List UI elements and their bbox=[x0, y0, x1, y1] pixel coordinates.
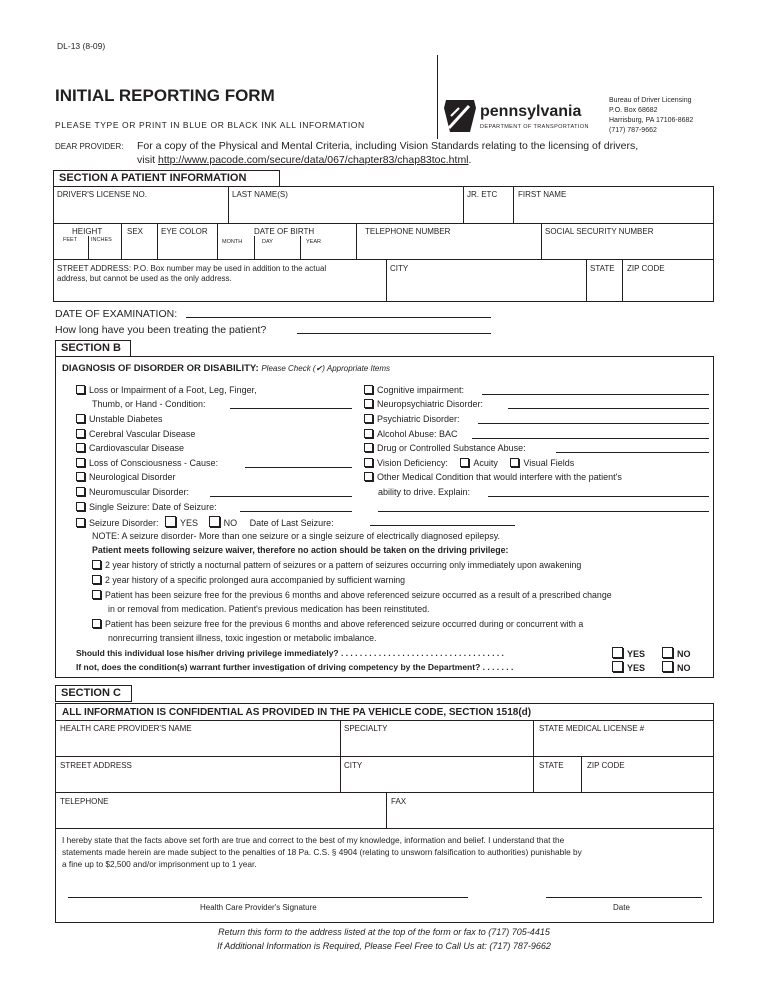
checkbox-item[interactable] bbox=[76, 414, 163, 424]
checkbox-item[interactable] bbox=[76, 458, 218, 468]
footer-call: If Additional Information is Required, Please Feel Free to Call Us at: (717) 787-9662 bbox=[217, 941, 551, 951]
checkbox-item-cont bbox=[378, 487, 470, 497]
waiver-item[interactable] bbox=[92, 560, 581, 570]
seizure-note: NOTE: A seizure disorder- More than one seizure or a single seizure of electrically diagnosed epilepsy. bbox=[92, 531, 501, 541]
last-seizure-field[interactable] bbox=[370, 515, 515, 526]
waiver-label: 2 year history of a specific prolonged aura accompanied by sufficient warning bbox=[105, 575, 406, 585]
waiver-item[interactable] bbox=[92, 575, 405, 585]
last-name-input[interactable] bbox=[232, 205, 458, 219]
signature-label: Health Care Provider's Signature bbox=[200, 903, 317, 912]
checkbox-icon[interactable] bbox=[364, 429, 373, 438]
cause-field[interactable] bbox=[245, 457, 352, 468]
treating-label: How long have you been treating the patient? bbox=[55, 324, 267, 336]
explain-field-2[interactable] bbox=[378, 501, 709, 512]
yes-label: YES bbox=[180, 518, 199, 528]
checkbox-icon[interactable] bbox=[76, 518, 85, 527]
checkbox-icon[interactable] bbox=[364, 458, 373, 467]
certification-text bbox=[62, 834, 582, 870]
license-input[interactable] bbox=[539, 737, 709, 753]
license-label: STATE MEDICAL LICENSE # bbox=[539, 724, 645, 733]
city-label: CITY bbox=[390, 264, 409, 273]
checkbox-item[interactable] bbox=[76, 487, 189, 497]
checkbox-icon[interactable] bbox=[76, 414, 85, 423]
seizure-disorder-row bbox=[76, 516, 334, 528]
specialty-label: SPECIALTY bbox=[344, 724, 388, 733]
street-note-line: address, but cannot be used as the only address. bbox=[57, 274, 232, 283]
checkbox-item[interactable] bbox=[364, 385, 464, 395]
ink-instruction: PLEASE TYPE OR PRINT IN BLUE OR BLACK INK ALL INFORMATION bbox=[55, 120, 365, 130]
no-label: NO bbox=[223, 518, 238, 528]
checkbox-item[interactable] bbox=[364, 472, 622, 482]
checkbox-icon[interactable] bbox=[364, 385, 373, 394]
checkbox-icon[interactable] bbox=[364, 414, 373, 423]
ssn-label: SOCIAL SECURITY NUMBER bbox=[545, 227, 654, 236]
item-label: Neurological Disorder bbox=[89, 472, 176, 482]
checkbox-icon[interactable] bbox=[92, 619, 101, 628]
checkbox-item[interactable] bbox=[76, 443, 184, 453]
height-label: HEIGHT bbox=[72, 227, 103, 236]
checkbox-icon[interactable] bbox=[510, 458, 519, 467]
checkbox-icon[interactable] bbox=[92, 575, 101, 584]
state-label: STATE bbox=[590, 264, 615, 273]
ssn-input[interactable] bbox=[545, 240, 710, 256]
item-label: Other Medical Condition that would interfere with the patient's bbox=[377, 472, 622, 482]
item-label: Alcohol Abuse: BAC bbox=[377, 429, 458, 439]
acuity-label: Acuity bbox=[473, 458, 498, 468]
logo-name: pennsylvania bbox=[480, 103, 582, 120]
dl-number-input[interactable] bbox=[57, 205, 222, 219]
item-label: Cerebral Vascular Disease bbox=[89, 429, 196, 439]
psychiatric-field[interactable] bbox=[478, 413, 709, 424]
checkbox-item[interactable] bbox=[76, 472, 176, 482]
waiver-item[interactable] bbox=[92, 590, 612, 600]
item-label: Single Seizure: Date of Seizure: bbox=[89, 502, 217, 512]
zip-label: ZIP CODE bbox=[627, 264, 665, 273]
checkbox-icon[interactable] bbox=[165, 516, 176, 527]
checkbox-icon[interactable] bbox=[612, 661, 623, 672]
item-label: Vision Deficiency: bbox=[377, 458, 448, 468]
checkbox-icon[interactable] bbox=[612, 647, 623, 658]
check-instruction: Please Check (✔) Appropriate Items bbox=[261, 364, 391, 373]
diagnosis-title: DIAGNOSIS OF DISORDER OR DISABILITY: bbox=[62, 363, 259, 374]
diagnosis-heading bbox=[62, 363, 390, 374]
q2-yes[interactable] bbox=[612, 661, 645, 673]
cert-line: statements made herein are made subject to the penalties of 18 Pa. C.S. § 4904 (relating to unsworn falsification to authorities) punishable by bbox=[62, 847, 582, 857]
logo-subtitle: DEPARTMENT OF TRANSPORTATION bbox=[480, 124, 589, 130]
provider-fax-label: FAX bbox=[391, 797, 407, 806]
checkbox-icon[interactable] bbox=[76, 429, 85, 438]
provider-name-input[interactable] bbox=[60, 737, 335, 753]
checkbox-icon[interactable] bbox=[209, 516, 220, 527]
waiver-heading: Patient meets following seizure waiver, therefore no action should be taken on the driving privilege: bbox=[92, 545, 509, 555]
checkbox-icon[interactable] bbox=[364, 399, 373, 408]
seizure-label: Seizure Disorder: bbox=[89, 518, 159, 528]
item-label: Drug or Controlled Substance Abuse: bbox=[377, 443, 526, 453]
cert-line: a fine up to $2,500 and/or imprisonment up to 1 year. bbox=[62, 859, 257, 869]
year-label: YEAR bbox=[306, 239, 321, 245]
checkbox-item[interactable] bbox=[76, 385, 257, 395]
checkbox-icon[interactable] bbox=[460, 458, 469, 467]
checkbox-icon[interactable] bbox=[662, 661, 673, 672]
date-label: Date bbox=[613, 903, 630, 912]
checkbox-icon[interactable] bbox=[364, 443, 373, 452]
checkbox-icon[interactable] bbox=[76, 458, 85, 467]
cognitive-field[interactable] bbox=[482, 384, 709, 395]
checkbox-item[interactable] bbox=[364, 458, 574, 468]
neuromuscular-field[interactable] bbox=[210, 486, 352, 497]
provider-zip-label: ZIP CODE bbox=[587, 761, 625, 770]
day-label: DAY bbox=[262, 239, 273, 245]
jr-etc-input[interactable] bbox=[467, 205, 509, 219]
checkbox-icon[interactable] bbox=[76, 385, 85, 394]
q2-no[interactable] bbox=[662, 661, 691, 673]
no-label: NO bbox=[677, 663, 691, 673]
provider-state-label: STATE bbox=[539, 761, 564, 770]
item-label: Cognitive impairment: bbox=[377, 385, 465, 395]
checkbox-item-cont bbox=[92, 399, 206, 409]
item-label: Loss of Consciousness - Cause: bbox=[89, 458, 219, 468]
section-c-header: SECTION C bbox=[55, 685, 132, 702]
visual-fields-label: Visual Fields bbox=[523, 458, 575, 468]
form-id: DL-13 (8-09) bbox=[57, 41, 106, 51]
checkbox-icon[interactable] bbox=[92, 590, 101, 599]
lose-privilege-question: Should this individual lose his/her driving privilege immediately? . . . . . . . . . . . . . . . . . . . . . . . . . . . . . . . . . . . bbox=[76, 648, 504, 658]
last-seizure-label: Date of Last Seizure: bbox=[249, 518, 334, 528]
sex-label: SEX bbox=[127, 227, 144, 236]
checkbox-item[interactable] bbox=[364, 443, 526, 453]
footer-return: Return this form to the address listed at the top of the form or fax to (717) 705-4415 bbox=[218, 927, 550, 937]
no-label: NO bbox=[677, 649, 691, 659]
signature-line[interactable] bbox=[68, 885, 468, 898]
provider-street-label: STREET ADDRESS bbox=[60, 761, 132, 770]
item-label: Psychiatric Disorder: bbox=[377, 414, 460, 424]
exam-date-field[interactable] bbox=[186, 306, 491, 318]
explain-field[interactable] bbox=[488, 486, 709, 497]
first-name-input[interactable] bbox=[518, 205, 710, 219]
yes-label: YES bbox=[627, 649, 646, 659]
section-b-header: SECTION B bbox=[55, 340, 131, 357]
street-note-line: STREET ADDRESS: P.O. Box number may be used in addition to the actual bbox=[57, 264, 327, 273]
checkbox-item[interactable] bbox=[364, 414, 460, 424]
bureau-address bbox=[609, 96, 693, 136]
waiver-label: Patient has been seizure free for the previous 6 months and above referenced seizure occurred during or concurrent with a bbox=[105, 619, 584, 629]
item-label: Neuropsychiatric Disorder: bbox=[377, 399, 484, 409]
cert-line: I hereby state that the facts above set forth are true and correct to the best of my knowledge, information and belief. I understand that the bbox=[62, 835, 565, 845]
pacode-link[interactable]: http://www.pacode.com/secure/data/067/chapter83/chap83toc.html bbox=[158, 154, 469, 166]
q1-yes[interactable] bbox=[612, 647, 645, 659]
bac-field[interactable] bbox=[472, 428, 709, 439]
item-label: Cardiovascular Disease bbox=[89, 443, 185, 453]
bureau-line: (717) 787-9662 bbox=[609, 127, 657, 134]
waiver-label: 2 year history of strictly a nocturnal pattern of seizures or a pattern of seizures occurring only immediately upon awakening bbox=[105, 560, 582, 570]
checkbox-item[interactable] bbox=[76, 502, 217, 512]
first-name-label: FIRST NAME bbox=[518, 190, 567, 199]
page-title: INITIAL REPORTING FORM bbox=[55, 86, 275, 105]
dear-provider-label: DEAR PROVIDER: bbox=[55, 142, 124, 151]
eye-color-label: EYE COLOR bbox=[161, 227, 208, 236]
exam-date-label: DATE OF EXAMINATION: bbox=[55, 308, 178, 320]
period: . bbox=[468, 154, 472, 166]
yes-label: YES bbox=[627, 663, 646, 673]
bureau-line: Bureau of Driver Licensing bbox=[609, 97, 692, 104]
q1-no[interactable] bbox=[662, 647, 691, 659]
provider-name-label: HEALTH CARE PROVIDER'S NAME bbox=[60, 724, 192, 733]
bureau-line: P.O. Box 68682 bbox=[609, 107, 658, 114]
neuropsych-field[interactable] bbox=[508, 398, 709, 409]
keystone-logo bbox=[443, 98, 477, 134]
checkbox-icon[interactable] bbox=[92, 560, 101, 569]
checkbox-icon[interactable] bbox=[76, 487, 85, 496]
month-label: MONTH bbox=[222, 239, 243, 245]
dear-provider-line1: For a copy of the Physical and Mental Criteria, including Vision Standards relating to the licensing of drivers, bbox=[137, 140, 639, 152]
checkbox-icon[interactable] bbox=[76, 472, 85, 481]
dear-provider-line2 bbox=[137, 154, 471, 166]
waiver-item-cont: nonrecurring transient illness, toxic ingestion or metabolic imbalance. bbox=[108, 633, 377, 643]
item-label: ability to drive. Explain: bbox=[378, 487, 471, 497]
checkbox-icon[interactable] bbox=[76, 443, 85, 452]
treating-field[interactable] bbox=[297, 322, 491, 334]
checkbox-item[interactable] bbox=[364, 399, 483, 409]
dob-label: DATE OF BIRTH bbox=[254, 227, 315, 236]
section-a-header: SECTION A PATIENT INFORMATION bbox=[53, 170, 280, 187]
provider-telephone-label: TELEPHONE bbox=[60, 797, 109, 806]
bureau-line: Harrisburg, PA 17106-8682 bbox=[609, 117, 694, 124]
waiver-label: Patient has been seizure free for the previous 6 months and above referenced seizure occurred as a result of a prescribed change bbox=[105, 590, 612, 600]
checkbox-icon[interactable] bbox=[76, 502, 85, 511]
item-label: Unstable Diabetes bbox=[89, 414, 163, 424]
feet-label: FEET bbox=[63, 237, 78, 243]
visit-text: visit bbox=[137, 154, 158, 166]
date-line[interactable] bbox=[546, 885, 702, 898]
specialty-input[interactable] bbox=[344, 737, 528, 753]
header-divider bbox=[437, 55, 438, 139]
waiver-item-cont: in or removal from medication. Patient's previous medication has been reinstituted. bbox=[108, 604, 430, 614]
condition-field[interactable] bbox=[230, 398, 352, 409]
substance-field[interactable] bbox=[556, 442, 709, 453]
telephone-input[interactable] bbox=[365, 240, 535, 256]
last-name-label: LAST NAME(S) bbox=[232, 190, 288, 199]
checkbox-item[interactable] bbox=[364, 429, 458, 439]
item-label: Thumb, or Hand - Condition: bbox=[92, 399, 206, 409]
checkbox-icon[interactable] bbox=[662, 647, 673, 658]
dl-number-label: DRIVER'S LICENSE NO. bbox=[57, 190, 147, 199]
further-investigation-question: If not, does the condition(s) warrant further investigation of driving competency by the Department? . . . . . . . bbox=[76, 662, 514, 672]
confidential-text: ALL INFORMATION IS CONFIDENTIAL AS PROVIDED IN THE PA VEHICLE CODE, SECTION 1518(d) bbox=[62, 707, 532, 718]
street-address-label bbox=[57, 264, 326, 284]
jr-etc-label: JR. ETC bbox=[467, 190, 498, 199]
telephone-label: TELEPHONE NUMBER bbox=[365, 227, 451, 236]
item-label: Neuromuscular Disorder: bbox=[89, 487, 190, 497]
checkbox-icon[interactable] bbox=[364, 472, 373, 481]
inches-label: INCHES bbox=[91, 237, 112, 243]
provider-city-label: CITY bbox=[344, 761, 363, 770]
checkbox-item[interactable] bbox=[76, 429, 195, 439]
seizure-date-field[interactable] bbox=[240, 501, 352, 512]
city-input[interactable] bbox=[390, 278, 580, 298]
item-label: Loss or Impairment of a Foot, Leg, Finger, bbox=[89, 385, 257, 395]
waiver-item[interactable] bbox=[92, 619, 583, 629]
